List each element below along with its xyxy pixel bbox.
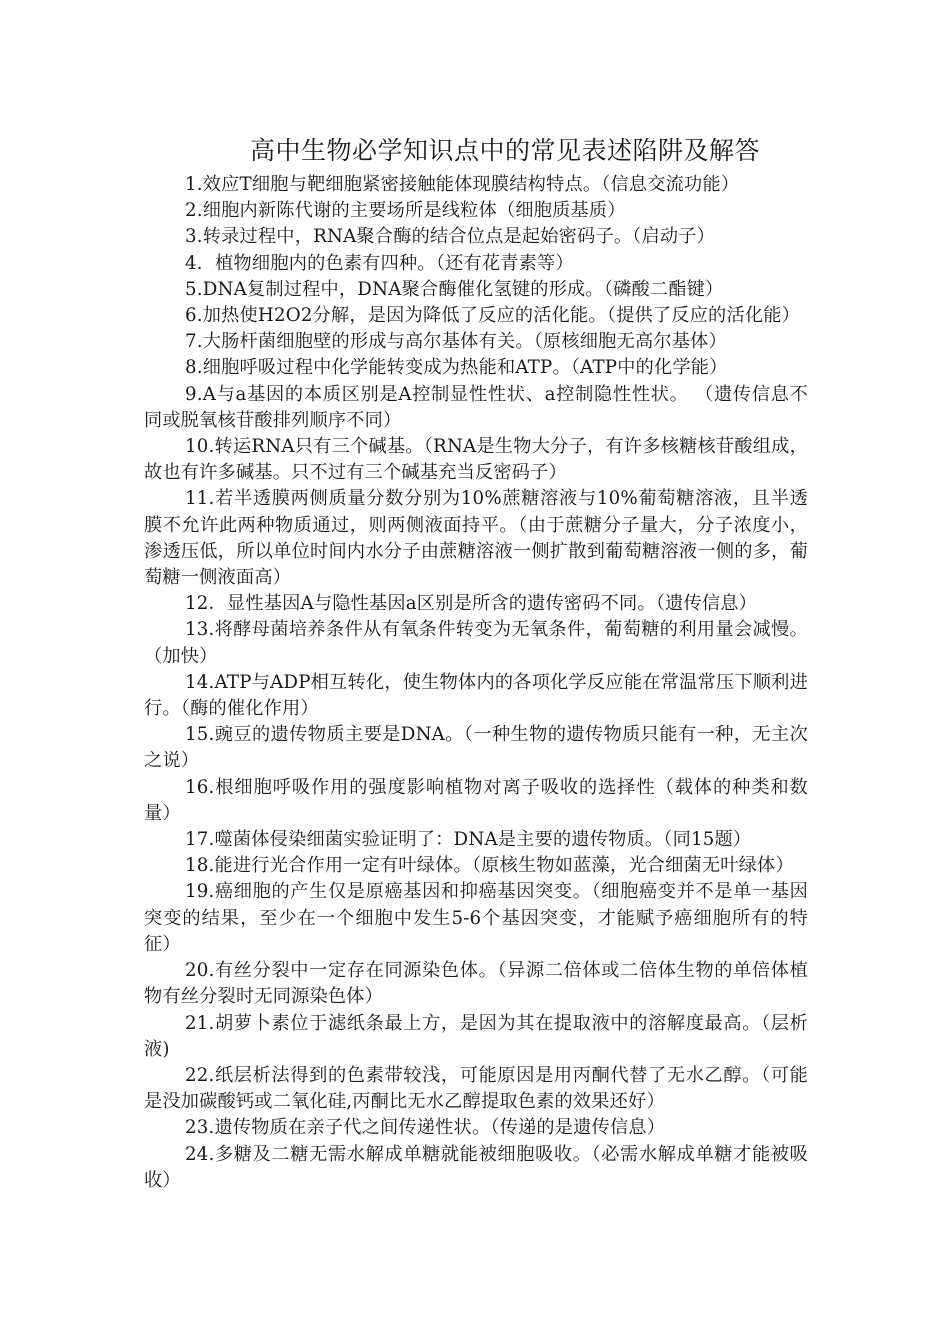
list-item-14: 14.ATP与ADP相互转化，使生物体内的各项化学反应能在常温常压下顺利进行。（酶的催化作用） bbox=[144, 671, 808, 720]
list-item-20: 20.有丝分裂中一定存在同源染色体。（异源二倍体或二倍体生物的单倍体植物有丝分裂时无同源染色体） bbox=[144, 960, 808, 1008]
list-item-15: 15.豌豆的遗传物质主要是DNA。（一种生物的遗传物质只能有一种，无主次之说） bbox=[144, 724, 808, 772]
list-item-10: 10.转运RNA只有三个碱基。（RNA是生物大分子，有许多核糖核苷酸组成，故也有许多碱基。只不过有三个碱基充当反密码子） bbox=[144, 436, 808, 484]
document-body bbox=[144, 172, 808, 1194]
list-item-2: 2.细胞内新陈代谢的主要场所是线粒体（细胞质基质） bbox=[185, 200, 626, 222]
list-item-24: 24.多糖及二糖无需水解成单糖就能被细胞吸收。（必需水解成单糖才能被吸收） bbox=[144, 1143, 808, 1191]
list-item-22: 22.纸层析法得到的色素带较浅，可能原因是用丙酮代替了无水乙醇。（可能是没加碳酸钙或二氧化硅,丙酮比无水乙醇提取色素的效果还好） bbox=[144, 1064, 808, 1113]
list-item-17: 17.噬菌体侵染细菌实验证明了：DNA是主要的遗传物质。（同15题） bbox=[185, 829, 752, 851]
list-item-21: 21.胡萝卜素位于滤纸条最上方，是因为其在提取液中的溶解度最高。（层析液) bbox=[144, 1012, 808, 1060]
list-item-13: 13.将酵母菌培养条件从有氧条件转变为无氧条件，葡萄糖的利用量会减慢。（加快） bbox=[144, 619, 808, 667]
list-item-18: 18.能进行光合作用一定有叶绿体。（原核生物如蓝藻，光合细菌无叶绿体） bbox=[185, 855, 794, 877]
list-item-12: 12．显性基因A与隐性基因a区别是所含的遗传密码不同。（遗传信息） bbox=[185, 593, 758, 615]
document-title: 高中生物必学知识点中的常见表述陷阱及解答 bbox=[249, 136, 760, 165]
list-item-1: 1.效应T细胞与靶细胞紧密接触能体现膜结构特点。（信息交流功能） bbox=[185, 174, 740, 195]
list-item-6: 6.加热使H2O2分解，是因为降低了反应的活化能。（提供了反应的活化能） bbox=[185, 305, 800, 327]
list-item-16: 16.根细胞呼吸作用的强度影响植物对离子吸收的选择性（载体的种类和数量） bbox=[144, 776, 808, 824]
list-item-9: 9.A与a基因的本质区别是A控制显性性状、a控制隐性性状。 （遗传信息不同或脱氧核苷酸排列顺序不同） bbox=[144, 383, 808, 431]
list-item-23: 23.遗传物质在亲子代之间传递性状。（传递的是遗传信息） bbox=[185, 1117, 666, 1139]
list-item-19: 19.癌细胞的产生仅是原癌基因和抑癌基因突变。（细胞癌变并不是单一基因突变的结果，至少在一个细胞中发生5-6个基因突变，才能赋予癌细胞所有的特征） bbox=[144, 881, 808, 955]
list-item-8: 8.细胞呼吸过程中化学能转变成为热能和ATP。（ATP中的化学能） bbox=[185, 357, 728, 379]
list-item-7: 7.大肠杆菌细胞壁的形成与高尔基体有关。（原核细胞无高尔基体） bbox=[185, 331, 727, 353]
list-item-5: 5.DNA复制过程中，DNA聚合酶催化氢键的形成。（磷酸二酯键） bbox=[185, 278, 724, 300]
list-item-3: 3.转录过程中，RNA聚合酶的结合位点是起始密码子。（启动子） bbox=[185, 226, 716, 248]
list-item-4: 4．植物细胞内的色素有四种。（还有花青素等） bbox=[185, 252, 574, 274]
list-item-11: 11.若半透膜两侧质量分数分别为10%蔗糖溶液与10%葡萄糖溶液，且半透膜不允许此两种物质通过，则两侧液面持平。（由于蔗糖分子量大，分子浓度小，渗透压低，所以单位时间内水分子由蔗糖溶液一侧扩散到葡萄糖溶液一侧的多，葡萄糖一侧液面高） bbox=[144, 488, 808, 589]
